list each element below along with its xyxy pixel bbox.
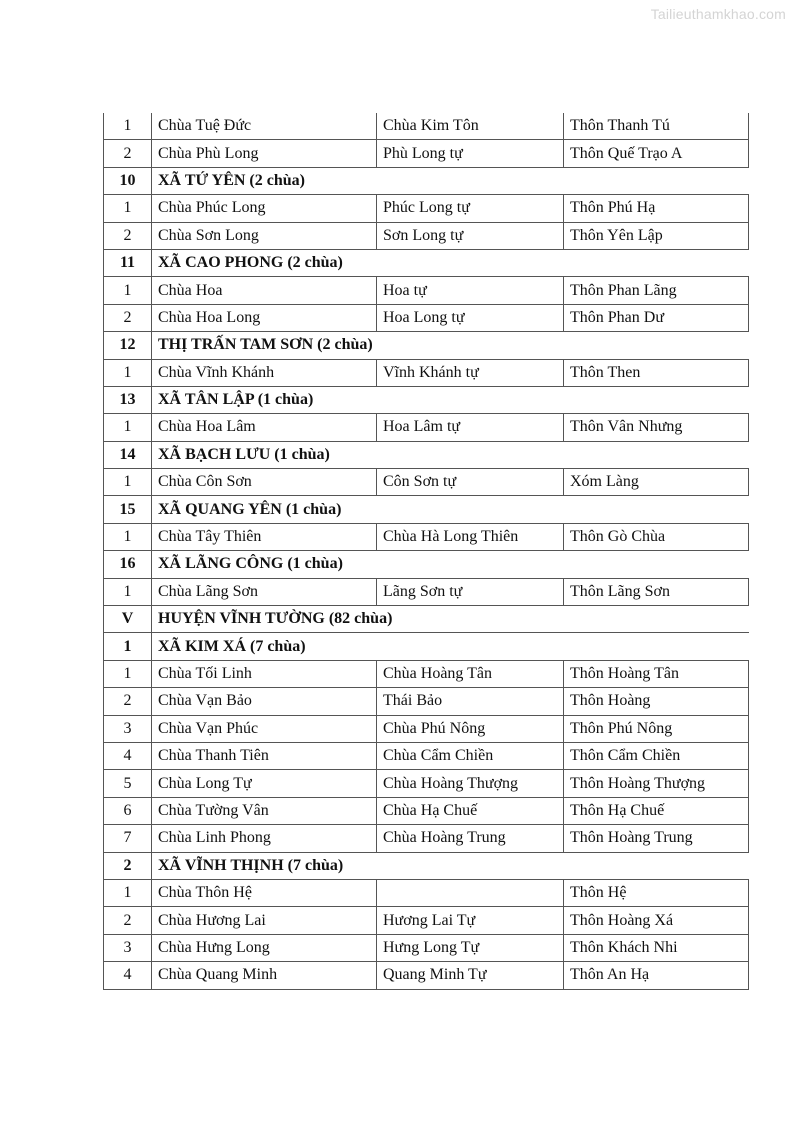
pagoda-location: Thôn Hoàng Trung: [564, 825, 749, 852]
section-title: XÃ CAO PHONG (2 chùa): [152, 249, 749, 276]
row-number: 1: [104, 469, 152, 496]
pagoda-alias: Lãng Sơn tự: [377, 578, 564, 605]
section-title: XÃ BẠCH LƯU (1 chùa): [152, 441, 749, 468]
pagoda-alias: Phù Long tự: [377, 140, 564, 167]
pagoda-alias: Hoa Long tự: [377, 304, 564, 331]
row-number: 1: [104, 523, 152, 550]
table-row: [104, 879, 749, 906]
table-row: [104, 742, 749, 769]
pagoda-location: Thôn Thanh Tú: [564, 113, 749, 140]
pagoda-location: Thôn An Hạ: [564, 962, 749, 989]
row-number: 5: [104, 770, 152, 797]
table-row: [104, 797, 749, 824]
pagoda-name: Chùa Tối Linh: [152, 660, 377, 687]
pagoda-location: Xóm Làng: [564, 469, 749, 496]
pagoda-location: Thôn Hoàng Thượng: [564, 770, 749, 797]
table-row: [104, 195, 749, 222]
row-number: 3: [104, 934, 152, 961]
pagoda-alias: Chùa Hà Long Thiên: [377, 523, 564, 550]
pagoda-name: Chùa Tuệ Đức: [152, 113, 377, 140]
row-number: 1: [104, 879, 152, 906]
row-number: 1: [104, 277, 152, 304]
pagoda-location: Thôn Hoàng Tân: [564, 660, 749, 687]
pagoda-alias: Chùa Phú Nông: [377, 715, 564, 742]
pagoda-name: Chùa Thôn Hệ: [152, 879, 377, 906]
pagoda-alias: Chùa Hoàng Thượng: [377, 770, 564, 797]
section-title: XÃ VĨNH THỊNH (7 chùa): [152, 852, 749, 879]
row-number: 7: [104, 825, 152, 852]
pagoda-location: Thôn Vân Nhưng: [564, 414, 749, 441]
section-header-row: [104, 332, 749, 359]
table-row: [104, 578, 749, 605]
row-number: 2: [104, 304, 152, 331]
pagoda-name: Chùa Linh Phong: [152, 825, 377, 852]
row-number: 4: [104, 742, 152, 769]
pagoda-name: Chùa Phù Long: [152, 140, 377, 167]
section-title: XÃ TÂN LẬP (1 chùa): [152, 386, 749, 413]
section-header-row: [104, 249, 749, 276]
table-row: [104, 140, 749, 167]
pagoda-table-container: [103, 113, 748, 990]
section-header-row: [104, 606, 749, 633]
table-row: [104, 304, 749, 331]
pagoda-location: Thôn Hoàng: [564, 688, 749, 715]
table-row: [104, 222, 749, 249]
pagoda-alias: Hoa Lâm tự: [377, 414, 564, 441]
pagoda-alias: Chùa Hoàng Tân: [377, 660, 564, 687]
table-row: [104, 770, 749, 797]
pagoda-name: Chùa Sơn Long: [152, 222, 377, 249]
pagoda-alias: Thái Bảo: [377, 688, 564, 715]
table-row: [104, 469, 749, 496]
pagoda-alias: Quang Minh Tự: [377, 962, 564, 989]
section-header-row: [104, 852, 749, 879]
pagoda-location: Thôn Phú Nông: [564, 715, 749, 742]
pagoda-name: Chùa Tường Vân: [152, 797, 377, 824]
row-number: 3: [104, 715, 152, 742]
section-header-row: [104, 386, 749, 413]
table-row: [104, 907, 749, 934]
pagoda-location: Thôn Phú Hạ: [564, 195, 749, 222]
section-header-row: [104, 167, 749, 194]
pagoda-location: Thôn Phan Lãng: [564, 277, 749, 304]
section-number: 1: [104, 633, 152, 660]
pagoda-location: Thôn Then: [564, 359, 749, 386]
pagoda-alias: Chùa Hoàng Trung: [377, 825, 564, 852]
pagoda-name: Chùa Vạn Phúc: [152, 715, 377, 742]
pagoda-location: Thôn Hệ: [564, 879, 749, 906]
pagoda-alias: Chùa Kim Tôn: [377, 113, 564, 140]
table-row: [104, 414, 749, 441]
pagoda-name: Chùa Hoa: [152, 277, 377, 304]
pagoda-alias: Chùa Cẩm Chiền: [377, 742, 564, 769]
pagoda-location: Thôn Yên Lập: [564, 222, 749, 249]
section-number: 10: [104, 167, 152, 194]
pagoda-alias: Hưng Long Tự: [377, 934, 564, 961]
section-title: XÃ TỨ YÊN (2 chùa): [152, 167, 749, 194]
pagoda-location: Thôn Hoàng Xá: [564, 907, 749, 934]
watermark: Tailieuthamkhao.com: [650, 6, 786, 22]
pagoda-location: Thôn Lãng Sơn: [564, 578, 749, 605]
section-title: HUYỆN VĨNH TƯỜNG (82 chùa): [152, 606, 749, 633]
section-number: 12: [104, 332, 152, 359]
row-number: 1: [104, 660, 152, 687]
row-number: 1: [104, 113, 152, 140]
pagoda-location: Thôn Phan Dư: [564, 304, 749, 331]
table-row: [104, 688, 749, 715]
pagoda-alias: Hương Lai Tự: [377, 907, 564, 934]
pagoda-location: Thôn Hạ Chuế: [564, 797, 749, 824]
section-header-row: [104, 441, 749, 468]
pagoda-name: Chùa Thanh Tiên: [152, 742, 377, 769]
pagoda-table-body: [104, 113, 749, 989]
pagoda-name: Chùa Hoa Long: [152, 304, 377, 331]
pagoda-name: Chùa Hoa Lâm: [152, 414, 377, 441]
table-row: [104, 934, 749, 961]
pagoda-name: Chùa Tây Thiên: [152, 523, 377, 550]
pagoda-alias: Chùa Hạ Chuế: [377, 797, 564, 824]
section-number: 15: [104, 496, 152, 523]
section-number: 14: [104, 441, 152, 468]
table-row: [104, 277, 749, 304]
pagoda-alias: Sơn Long tự: [377, 222, 564, 249]
section-number: 2: [104, 852, 152, 879]
pagoda-name: Chùa Hưng Long: [152, 934, 377, 961]
pagoda-name: Chùa Quang Minh: [152, 962, 377, 989]
table-row: [104, 359, 749, 386]
section-title: XÃ KIM XÁ (7 chùa): [152, 633, 749, 660]
row-number: 4: [104, 962, 152, 989]
section-number: 13: [104, 386, 152, 413]
pagoda-name: Chùa Lãng Sơn: [152, 578, 377, 605]
pagoda-alias: Côn Sơn tự: [377, 469, 564, 496]
table-row: [104, 962, 749, 989]
pagoda-alias: [377, 879, 564, 906]
row-number: 2: [104, 222, 152, 249]
pagoda-name: Chùa Hương Lai: [152, 907, 377, 934]
pagoda-location: Thôn Quế Trạo A: [564, 140, 749, 167]
row-number: 1: [104, 414, 152, 441]
table-row: [104, 715, 749, 742]
pagoda-name: Chùa Vạn Bảo: [152, 688, 377, 715]
table-row: [104, 660, 749, 687]
pagoda-alias: Phúc Long tự: [377, 195, 564, 222]
table-row: [104, 825, 749, 852]
section-number: 16: [104, 551, 152, 578]
pagoda-location: Thôn Khách Nhi: [564, 934, 749, 961]
pagoda-name: Chùa Côn Sơn: [152, 469, 377, 496]
pagoda-name: Chùa Vĩnh Khánh: [152, 359, 377, 386]
section-title: XÃ LÃNG CÔNG (1 chùa): [152, 551, 749, 578]
pagoda-alias: Vĩnh Khánh tự: [377, 359, 564, 386]
pagoda-table: [103, 113, 749, 990]
pagoda-name: Chùa Phúc Long: [152, 195, 377, 222]
row-number: 2: [104, 907, 152, 934]
section-number: V: [104, 606, 152, 633]
section-number: 11: [104, 249, 152, 276]
row-number: 6: [104, 797, 152, 824]
pagoda-location: Thôn Gò Chùa: [564, 523, 749, 550]
section-header-row: [104, 496, 749, 523]
pagoda-name: Chùa Long Tự: [152, 770, 377, 797]
row-number: 2: [104, 140, 152, 167]
row-number: 1: [104, 359, 152, 386]
section-title: XÃ QUANG YÊN (1 chùa): [152, 496, 749, 523]
section-header-row: [104, 551, 749, 578]
pagoda-alias: Hoa tự: [377, 277, 564, 304]
pagoda-location: Thôn Cẩm Chiền: [564, 742, 749, 769]
table-row: [104, 113, 749, 140]
table-row: [104, 523, 749, 550]
section-title: THỊ TRẤN TAM SƠN (2 chùa): [152, 332, 749, 359]
row-number: 1: [104, 578, 152, 605]
section-header-row: [104, 633, 749, 660]
row-number: 1: [104, 195, 152, 222]
row-number: 2: [104, 688, 152, 715]
